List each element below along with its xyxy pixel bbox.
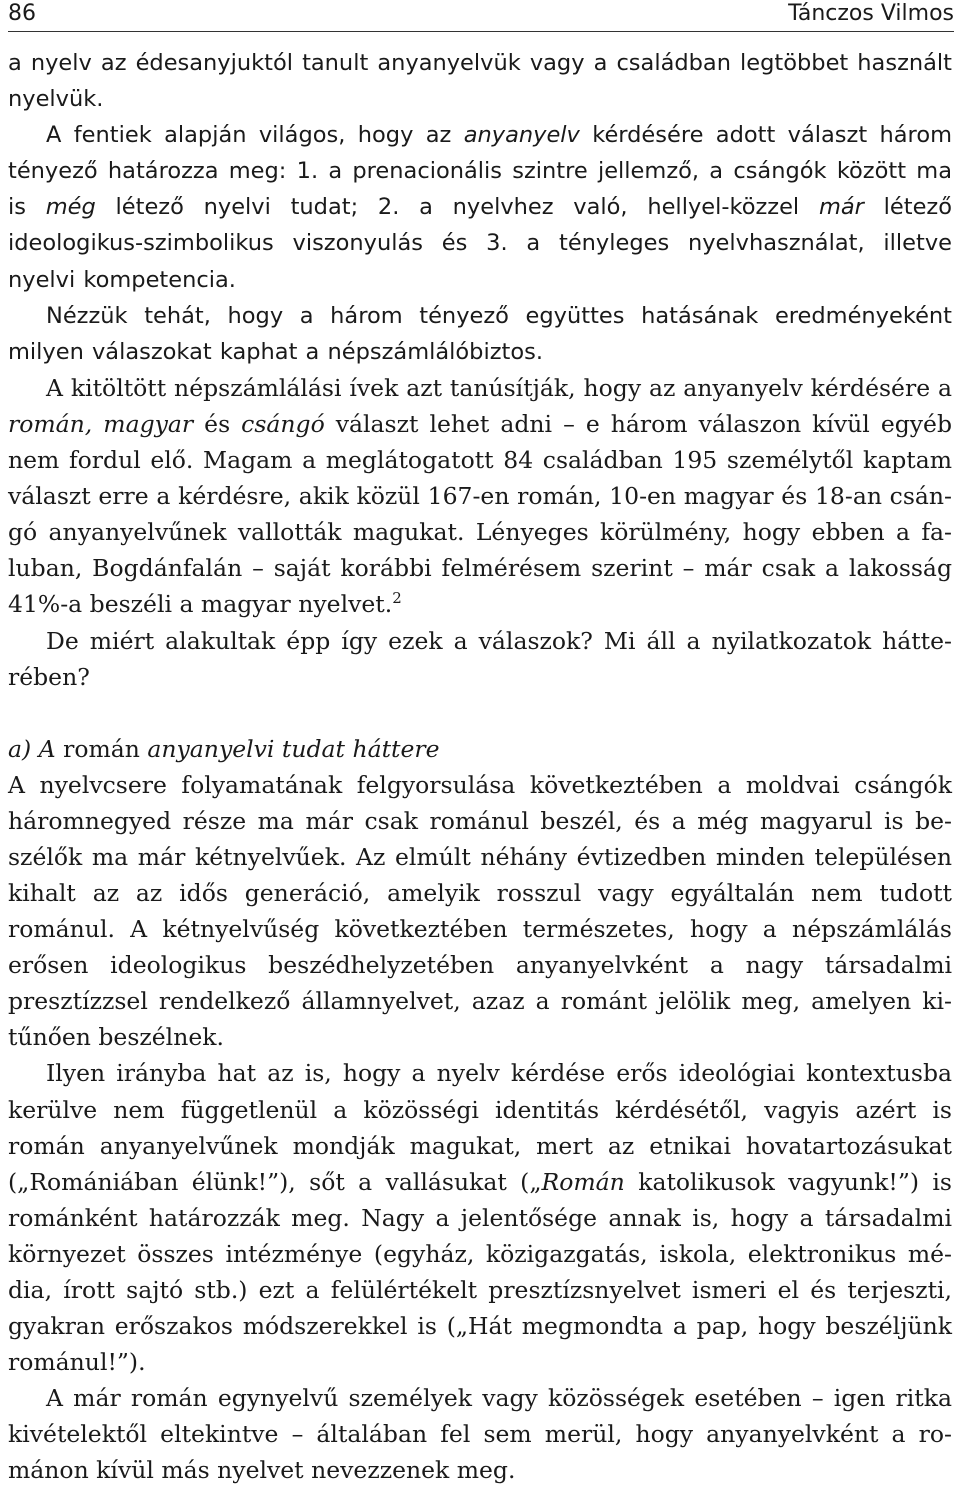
paragraph-4-text: A kitöltött népszámlálási ívek azt tanúsítják, hogy az anyanyelv kérdésére a xyxy=(46,373,952,402)
body-text xyxy=(8,45,952,1489)
section-gap xyxy=(8,695,952,731)
paragraph-4 xyxy=(8,370,952,623)
paragraph-4-italic-csango: csángó xyxy=(241,409,325,438)
paragraph-2-text: létező ideologikus-szimbolikus viszonyulás és 3. a tényleges nyelvhasználat, illetve nyelvi kompetencia. xyxy=(8,194,952,293)
footnote-reference[interactable]: 2 xyxy=(392,589,402,608)
paragraph-3 xyxy=(8,298,952,370)
page-number: 86 xyxy=(8,1,36,26)
paragraph-4-text: és xyxy=(193,409,242,438)
paragraph-4-italic-roman-magyar: román, magyar xyxy=(8,409,194,438)
paragraph-2-italic-anyanyelv: anyanyelv xyxy=(463,122,580,149)
paragraph-6 xyxy=(8,767,952,1056)
paragraph-1 xyxy=(8,45,952,117)
section-heading-word: román xyxy=(63,734,140,763)
running-head xyxy=(8,0,954,32)
paragraph-7-italic-roman: Román xyxy=(541,1167,625,1196)
paragraph-7-text: katolikusok vagyunk!”) is románként határozzák meg. Nagy a jelentősége annak is, hogy a társadalmi környezet összes intézménye (egyház, közigazgatás, iskola, elektronikus média, írott sajtó stb.) ezt a felülértékelt presztízsnyelvet ismeri el és terjeszti, gyakran erőszakos módszerekkel is („Hát megmondta a pap, hogy beszéljünk románul!”). xyxy=(8,1167,952,1377)
paragraph-2 xyxy=(8,117,952,297)
paragraph-7 xyxy=(8,1055,952,1380)
paragraph-3-text: Nézzük tehát, hogy a három tényező együttes hatásának eredményeként milyen válaszokat kaphat a népszámlálóbiztos. xyxy=(8,302,952,365)
paragraph-6-text: A nyelvcsere folyamatának felgyorsulása következtében a moldvai csángók háromnegyed része ma már csak románul beszél, és a még magyarul is beszélők ma már kétnyelvűek. Az elmúlt néhány évtizedben minden településen kihalt az az idős generáció, amelyik rosszul vagy egyáltalán nem tudott románul. A kétnyelvűség következtében természetes, hogy a népszámlálás erősen ideologikus beszédhelyzetében anyanyelvként a nagy társadalmi presztízzsel rendelkező államnyelvet, azaz a románt jelölik meg, amelyen kitűnően beszélnek. xyxy=(8,770,952,1052)
header-rule xyxy=(8,31,954,32)
paragraph-2-text: kérdésére adott választ három tényező határozza meg: 1. a prenacionális szintre jellemző, a csángók között ma is xyxy=(8,122,952,221)
paragraph-8 xyxy=(8,1380,952,1488)
paragraph-2-italic-meg: még xyxy=(45,194,96,221)
paragraph-2-text: létező nyelvi tudat; 2. a nyelvhez való, hellyel-közzel xyxy=(95,194,819,221)
paragraph-4-text: választ lehet adni – e három válaszon kívül egyéb nem fordul elő. Magam a meglátogatott 84 családban 195 személytől kaptam választ erre a kérdésre, akik közül 167-en román, 10-en magyar és 18-an csángó anyanyelvűnek vallották magukat. Lényeges körülmény, hogy ebben a faluban, Bogdánfalán – saját korábbi felmérésem szerint – már csak a lakosság 41%-a beszéli a magyar nyelvet. xyxy=(8,409,952,619)
section-heading-suffix: anyanyelvi tudat háttere xyxy=(139,734,440,763)
paragraph-2-italic-mar: már xyxy=(818,194,864,221)
paragraph-2-text: A fentiek alapján világos, hogy az xyxy=(46,122,464,149)
paragraph-5 xyxy=(8,623,952,695)
paragraph-5-text: De miért alakultak épp így ezek a válaszok? Mi áll a nyilatkozatok hátterében? xyxy=(8,626,952,691)
running-head-author: Tánczos Vilmos xyxy=(788,1,954,26)
paragraph-1-text: a nyelv az édesanyjuktól tanult anyanyelvük vagy a családban legtöbbet használt nyelvük. xyxy=(8,50,952,113)
section-heading-prefix: a) A xyxy=(8,734,64,763)
paragraph-8-text: A már román egynyelvű személyek vagy közösségek esetében – igen ritka kivételektől eltekintve – általában fel sem merül, hogy anyanyelvként a románon kívül más nyelvet nevezzenek meg. xyxy=(8,1384,952,1485)
paragraph-7-text: Ilyen irányba hat az is, hogy a nyelv kérdése erős ideológiai kontextusba kerülve nem függetlenül a közösségi identitás kérdésétől, vagyis azért is román anyanyelvűnek mondják magukat, mert az etnikai hovatartozásukat („Romániában élünk!”), sőt a vallásukat („ xyxy=(8,1059,952,1196)
section-heading xyxy=(8,731,952,767)
